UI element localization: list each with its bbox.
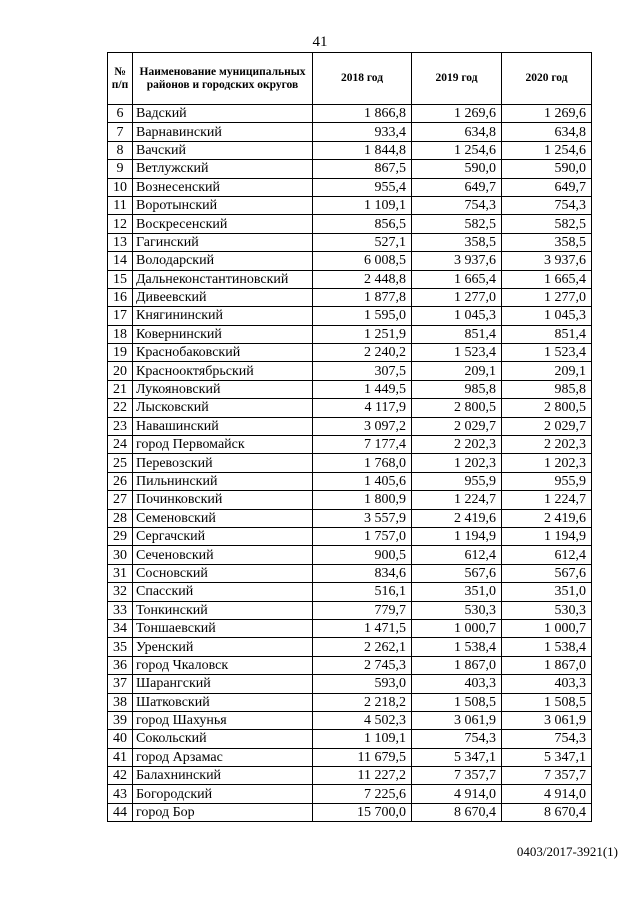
value-2018: 834,6 [313, 564, 412, 582]
table-row [108, 693, 592, 711]
value-2020: 209,1 [502, 362, 592, 380]
district-name: Вачский [133, 141, 313, 159]
row-number: 31 [108, 564, 133, 582]
district-name: Сосновский [133, 564, 313, 582]
district-name: Воротынский [133, 196, 313, 214]
value-2020: 985,8 [502, 380, 592, 398]
value-2020: 2 029,7 [502, 417, 592, 435]
value-2019: 1 254,6 [412, 141, 502, 159]
district-name: Ветлужский [133, 160, 313, 178]
value-2020: 1 194,9 [502, 527, 592, 545]
district-name: Гагинский [133, 233, 313, 251]
row-number: 36 [108, 656, 133, 674]
value-2019: 403,3 [412, 675, 502, 693]
value-2019: 1 277,0 [412, 288, 502, 306]
district-name: Починковский [133, 491, 313, 509]
value-2018: 1 877,8 [313, 288, 412, 306]
table-row [108, 270, 592, 288]
row-number: 14 [108, 252, 133, 270]
table-row [108, 638, 592, 656]
value-2018: 1 471,5 [313, 619, 412, 637]
value-2020: 351,0 [502, 583, 592, 601]
value-2019: 634,8 [412, 123, 502, 141]
district-name: город Бор [133, 803, 313, 821]
district-name: Балахнинский [133, 767, 313, 785]
value-2020: 2 202,3 [502, 436, 592, 454]
table-row [108, 417, 592, 435]
value-2020: 1 224,7 [502, 491, 592, 509]
value-2019: 209,1 [412, 362, 502, 380]
row-number: 24 [108, 436, 133, 454]
value-2020: 8 670,4 [502, 803, 592, 821]
row-number: 42 [108, 767, 133, 785]
value-2019: 2 029,7 [412, 417, 502, 435]
value-2020: 1 538,4 [502, 638, 592, 656]
row-number: 43 [108, 785, 133, 803]
value-2020: 955,9 [502, 472, 592, 490]
value-2018: 1 109,1 [313, 730, 412, 748]
value-2020: 1 867,0 [502, 656, 592, 674]
value-2020: 754,3 [502, 730, 592, 748]
value-2018: 11 679,5 [313, 748, 412, 766]
table-row [108, 711, 592, 729]
row-number: 18 [108, 325, 133, 343]
value-2018: 2 448,8 [313, 270, 412, 288]
row-number: 32 [108, 583, 133, 601]
table-row [108, 215, 592, 233]
value-2020: 582,5 [502, 215, 592, 233]
value-2018: 955,4 [313, 178, 412, 196]
row-number: 16 [108, 288, 133, 306]
value-2019: 1 224,7 [412, 491, 502, 509]
table-row [108, 344, 592, 362]
value-2019: 955,9 [412, 472, 502, 490]
value-2020: 1 277,0 [502, 288, 592, 306]
value-2020: 358,5 [502, 233, 592, 251]
value-2019: 2 202,3 [412, 436, 502, 454]
value-2019: 2 419,6 [412, 509, 502, 527]
value-2018: 593,0 [313, 675, 412, 693]
table-row [108, 123, 592, 141]
value-2019: 3 061,9 [412, 711, 502, 729]
district-name: Лукояновский [133, 380, 313, 398]
district-name: Шатковский [133, 693, 313, 711]
table-row [108, 380, 592, 398]
value-2019: 1 665,4 [412, 270, 502, 288]
row-number: 39 [108, 711, 133, 729]
value-2018: 856,5 [313, 215, 412, 233]
row-number: 44 [108, 803, 133, 821]
table-row [108, 748, 592, 766]
district-name: Пильнинский [133, 472, 313, 490]
value-2018: 1 757,0 [313, 527, 412, 545]
table-row [108, 105, 592, 123]
district-name: Семеновский [133, 509, 313, 527]
value-2018: 2 218,2 [313, 693, 412, 711]
row-number: 29 [108, 527, 133, 545]
value-2020: 1 269,6 [502, 105, 592, 123]
row-number: 26 [108, 472, 133, 490]
table-header-row [108, 53, 592, 105]
value-2020: 754,3 [502, 196, 592, 214]
value-2020: 649,7 [502, 178, 592, 196]
row-number: 28 [108, 509, 133, 527]
district-name: Тоншаевский [133, 619, 313, 637]
value-2020: 4 914,0 [502, 785, 592, 803]
value-2020: 851,4 [502, 325, 592, 343]
district-name: Дальнеконстантиновский [133, 270, 313, 288]
row-number: 19 [108, 344, 133, 362]
district-name: Краснобаковский [133, 344, 313, 362]
row-number: 20 [108, 362, 133, 380]
value-2018: 867,5 [313, 160, 412, 178]
value-2018: 527,1 [313, 233, 412, 251]
row-number: 34 [108, 619, 133, 637]
value-2019: 985,8 [412, 380, 502, 398]
district-name: Краснооктябрьский [133, 362, 313, 380]
district-name: Уренский [133, 638, 313, 656]
district-name: Перевозский [133, 454, 313, 472]
value-2018: 1 449,5 [313, 380, 412, 398]
value-2019: 1 523,4 [412, 344, 502, 362]
header-num: № п/п [108, 53, 133, 105]
district-name: Володарский [133, 252, 313, 270]
district-name: Шарангский [133, 675, 313, 693]
value-2019: 1 269,6 [412, 105, 502, 123]
district-name: Лысковский [133, 399, 313, 417]
table-row [108, 362, 592, 380]
district-name: Вознесенский [133, 178, 313, 196]
table-row [108, 454, 592, 472]
value-2019: 612,4 [412, 546, 502, 564]
header-2018: 2018 год [313, 53, 412, 105]
district-name: Тонкинский [133, 601, 313, 619]
value-2020: 1 665,4 [502, 270, 592, 288]
district-name: Сокольский [133, 730, 313, 748]
value-2020: 612,4 [502, 546, 592, 564]
value-2018: 1 800,9 [313, 491, 412, 509]
table-row [108, 325, 592, 343]
value-2019: 530,3 [412, 601, 502, 619]
value-2019: 351,0 [412, 583, 502, 601]
value-2020: 1 523,4 [502, 344, 592, 362]
table-row [108, 767, 592, 785]
value-2020: 5 347,1 [502, 748, 592, 766]
value-2018: 4 502,3 [313, 711, 412, 729]
value-2018: 3 557,9 [313, 509, 412, 527]
value-2019: 590,0 [412, 160, 502, 178]
table-row [108, 160, 592, 178]
table-row [108, 178, 592, 196]
value-2018: 6 008,5 [313, 252, 412, 270]
value-2019: 567,6 [412, 564, 502, 582]
district-name: Княгининский [133, 307, 313, 325]
row-number: 37 [108, 675, 133, 693]
value-2018: 3 097,2 [313, 417, 412, 435]
value-2019: 754,3 [412, 730, 502, 748]
value-2018: 1 866,8 [313, 105, 412, 123]
district-name: город Чкаловск [133, 656, 313, 674]
row-number: 8 [108, 141, 133, 159]
value-2019: 851,4 [412, 325, 502, 343]
value-2020: 530,3 [502, 601, 592, 619]
value-2020: 3 061,9 [502, 711, 592, 729]
value-2018: 1 251,9 [313, 325, 412, 343]
district-name: город Арзамас [133, 748, 313, 766]
table-row [108, 785, 592, 803]
row-number: 15 [108, 270, 133, 288]
row-number: 40 [108, 730, 133, 748]
value-2019: 1 538,4 [412, 638, 502, 656]
value-2020: 1 045,3 [502, 307, 592, 325]
district-name: Варнавинский [133, 123, 313, 141]
row-number: 9 [108, 160, 133, 178]
district-name: Дивеевский [133, 288, 313, 306]
value-2020: 1 254,6 [502, 141, 592, 159]
value-2018: 15 700,0 [313, 803, 412, 821]
header-2019: 2019 год [412, 53, 502, 105]
row-number: 30 [108, 546, 133, 564]
header-name: Наименование муниципальных районов и городских округов [133, 53, 313, 105]
value-2020: 2 419,6 [502, 509, 592, 527]
value-2019: 4 914,0 [412, 785, 502, 803]
value-2020: 3 937,6 [502, 252, 592, 270]
value-2019: 1 508,5 [412, 693, 502, 711]
value-2018: 2 745,3 [313, 656, 412, 674]
value-2018: 1 844,8 [313, 141, 412, 159]
table-row [108, 307, 592, 325]
district-name: Вадский [133, 105, 313, 123]
value-2018: 7 225,6 [313, 785, 412, 803]
value-2018: 900,5 [313, 546, 412, 564]
value-2018: 7 177,4 [313, 436, 412, 454]
row-number: 13 [108, 233, 133, 251]
value-2018: 2 262,1 [313, 638, 412, 656]
district-name: город Шахунья [133, 711, 313, 729]
district-name: Сеченовский [133, 546, 313, 564]
table-row [108, 527, 592, 545]
district-name: Навашинский [133, 417, 313, 435]
value-2019: 649,7 [412, 178, 502, 196]
row-number: 17 [108, 307, 133, 325]
value-2019: 5 347,1 [412, 748, 502, 766]
row-number: 7 [108, 123, 133, 141]
district-name: Воскресенский [133, 215, 313, 233]
value-2020: 634,8 [502, 123, 592, 141]
page-number: 41 [312, 34, 328, 50]
value-2020: 403,3 [502, 675, 592, 693]
value-2018: 1 768,0 [313, 454, 412, 472]
value-2019: 1 000,7 [412, 619, 502, 637]
row-number: 22 [108, 399, 133, 417]
value-2018: 1 595,0 [313, 307, 412, 325]
table-row [108, 803, 592, 821]
row-number: 10 [108, 178, 133, 196]
table-row [108, 196, 592, 214]
district-name: город Первомайск [133, 436, 313, 454]
row-number: 6 [108, 105, 133, 123]
row-number: 23 [108, 417, 133, 435]
table-row [108, 288, 592, 306]
value-2020: 567,6 [502, 564, 592, 582]
value-2019: 582,5 [412, 215, 502, 233]
value-2019: 2 800,5 [412, 399, 502, 417]
table-row [108, 730, 592, 748]
value-2020: 1 000,7 [502, 619, 592, 637]
table-row [108, 546, 592, 564]
table-row [108, 399, 592, 417]
value-2018: 1 109,1 [313, 196, 412, 214]
value-2018: 933,4 [313, 123, 412, 141]
table-row [108, 564, 592, 582]
row-number: 27 [108, 491, 133, 509]
value-2019: 3 937,6 [412, 252, 502, 270]
row-number: 35 [108, 638, 133, 656]
document-code: 0403/2017-3921(1) [516, 844, 618, 859]
value-2020: 7 357,7 [502, 767, 592, 785]
row-number: 25 [108, 454, 133, 472]
value-2020: 1 508,5 [502, 693, 592, 711]
value-2019: 754,3 [412, 196, 502, 214]
district-name: Богородский [133, 785, 313, 803]
table-row [108, 656, 592, 674]
value-2019: 1 194,9 [412, 527, 502, 545]
row-number: 33 [108, 601, 133, 619]
table-row [108, 675, 592, 693]
value-2018: 1 405,6 [313, 472, 412, 490]
data-table [107, 52, 592, 822]
table-body [108, 105, 592, 822]
table-row [108, 583, 592, 601]
value-2020: 1 202,3 [502, 454, 592, 472]
table-row [108, 252, 592, 270]
district-name: Спасский [133, 583, 313, 601]
value-2019: 7 357,7 [412, 767, 502, 785]
table-row [108, 141, 592, 159]
row-number: 21 [108, 380, 133, 398]
value-2018: 11 227,2 [313, 767, 412, 785]
row-number: 12 [108, 215, 133, 233]
value-2019: 1 867,0 [412, 656, 502, 674]
table-row [108, 436, 592, 454]
value-2019: 1 202,3 [412, 454, 502, 472]
table-row [108, 491, 592, 509]
row-number: 11 [108, 196, 133, 214]
table-row [108, 509, 592, 527]
row-number: 41 [108, 748, 133, 766]
district-name: Ковернинский [133, 325, 313, 343]
table-row [108, 233, 592, 251]
value-2018: 307,5 [313, 362, 412, 380]
value-2020: 590,0 [502, 160, 592, 178]
district-name: Сергачский [133, 527, 313, 545]
value-2019: 1 045,3 [412, 307, 502, 325]
table-row [108, 619, 592, 637]
table-row [108, 601, 592, 619]
row-number: 38 [108, 693, 133, 711]
value-2018: 2 240,2 [313, 344, 412, 362]
value-2019: 358,5 [412, 233, 502, 251]
header-2020: 2020 год [502, 53, 592, 105]
value-2018: 4 117,9 [313, 399, 412, 417]
table-row [108, 472, 592, 490]
value-2019: 8 670,4 [412, 803, 502, 821]
value-2020: 2 800,5 [502, 399, 592, 417]
value-2018: 779,7 [313, 601, 412, 619]
value-2018: 516,1 [313, 583, 412, 601]
